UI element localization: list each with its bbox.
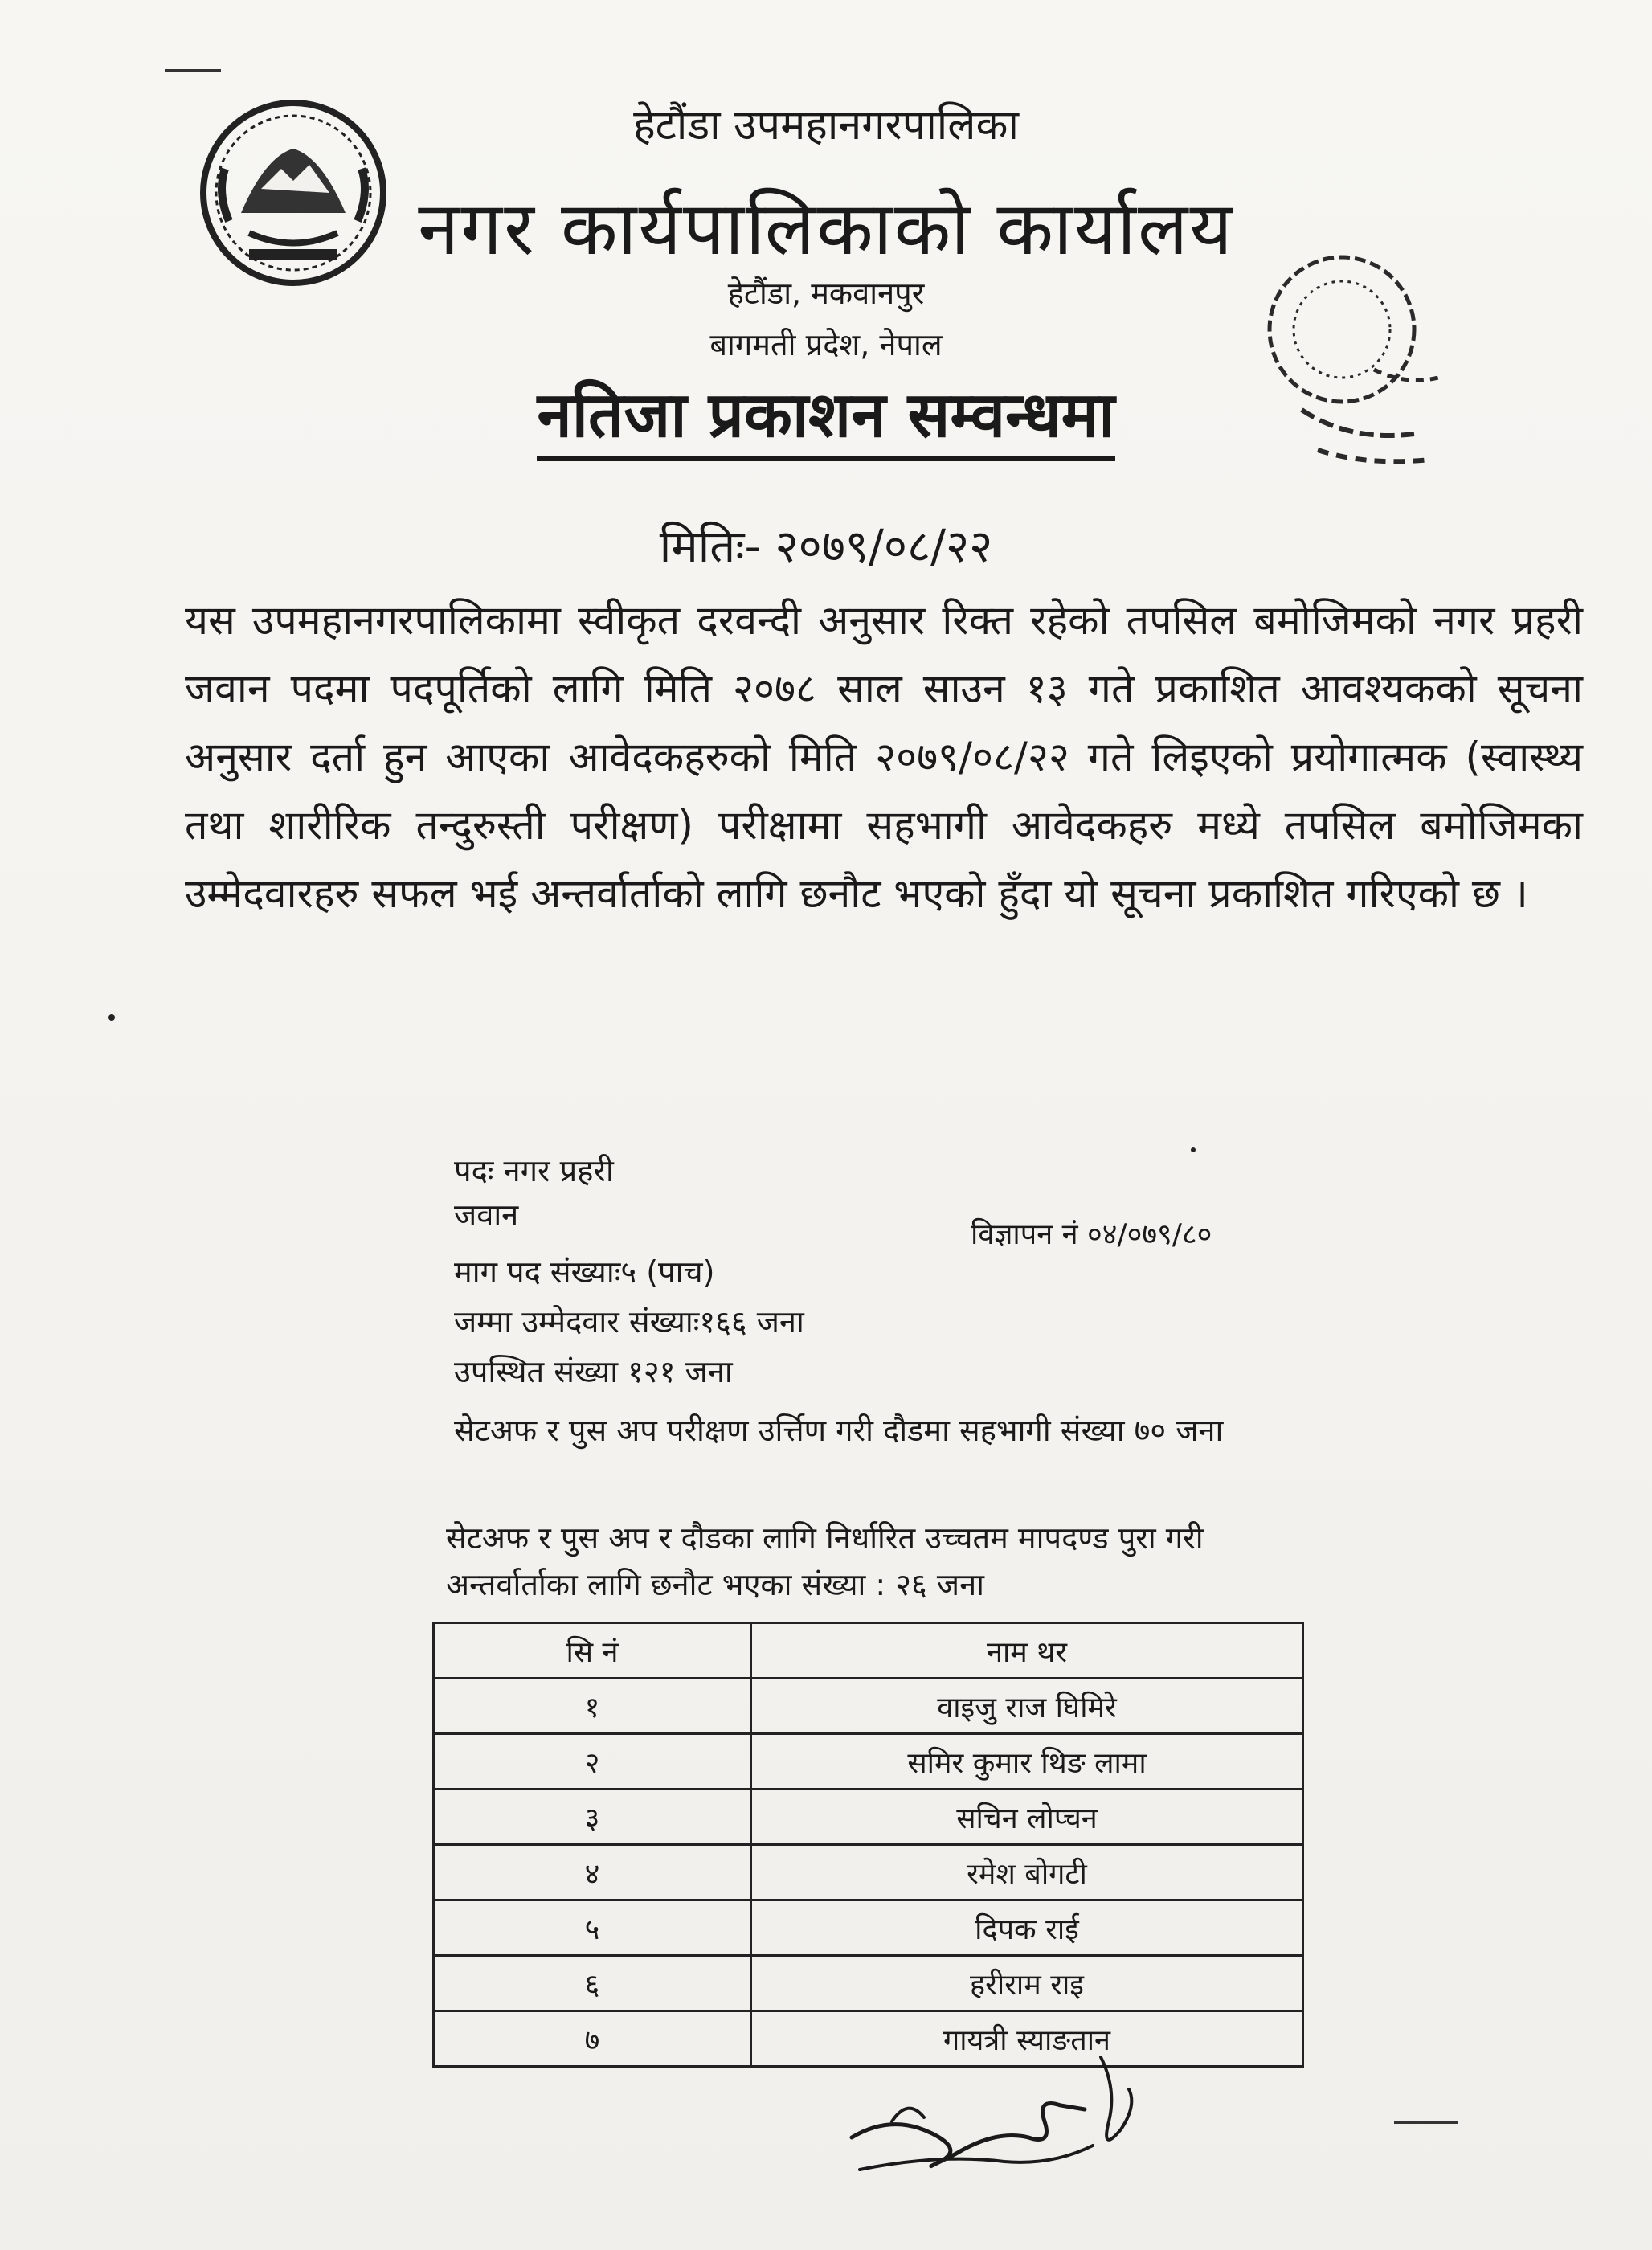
serial-cell: २ <box>434 1734 751 1790</box>
table-row <box>434 1790 1303 1845</box>
present-count: उपस्थित संख्या १२१ जना <box>454 1354 733 1389</box>
header-name: नाम थर <box>751 1623 1303 1679</box>
name-cell: सचिन लोप्चन <box>751 1790 1303 1845</box>
office-seal <box>1253 249 1454 490</box>
race-participants: सेटअफ र पुस अप परीक्षण उर्त्तिण गरी दौडमा सहभागी संख्या ७० जना <box>454 1413 1224 1448</box>
serial-cell: ३ <box>434 1790 751 1845</box>
name-cell: वाइजु राज घिमिरे <box>751 1679 1303 1734</box>
office-name: नगर कार्यपालिकाको कार्यालय <box>418 186 1234 272</box>
notice-body: यस उपमहानगरपालिकामा स्वीकृत दरवन्दी अनुसार रिक्त रहेको तपसिल बमोजिमको नगर प्रहरी जवान पदमा पदपूर्तिको लागि मिति २०७८ साल साउन १३ गते प्रकाशित आवश्यकको सूचना अनुसार दर्ता हुन आएका आवेदकहरुको मिति २०७९/०८/२२ गते लिइएको प्रयोगात्मक (स्वास्थ्य तथा शारीरिक तन्दुरुस्ती परीक्षण) परीक्षामा सहभागी आवेदकहरु मध्ये तपसिल बमोजिमका उम्मेदवारहरु सफल भई अन्तर्वार्ताको लागि छनौट भएको हुँदा यो सूचना प्रकाशित गरिएको छ । <box>185 597 1583 917</box>
ink-dot <box>1191 1148 1196 1152</box>
corner-mark <box>165 69 221 72</box>
office-location: हेटौंडा, मकवानपुर <box>727 276 925 311</box>
table-row <box>434 1734 1303 1790</box>
office-province: बागमती प्रदेश, नेपाल <box>709 327 943 362</box>
name-cell: रमेश बोगटी <box>751 1845 1303 1900</box>
name-cell: गायत्री स्याङतान <box>751 2011 1303 2067</box>
table-row <box>434 1900 1303 1956</box>
shortlisted-count: सेटअफ र पुस अप र दौडका लागि निर्धारित उच्चतम मापदण्ड पुरा गरी अन्तर्वार्ताका लागि छनौट भएका संख्या : २६ जना <box>446 1520 1204 1602</box>
results-table <box>432 1622 1304 2068</box>
name-cell: समिर कुमार थिङ लामा <box>751 1734 1303 1790</box>
serial-cell: ७ <box>434 2011 751 2067</box>
table-row <box>434 1679 1303 1734</box>
signature <box>844 2041 1149 2186</box>
table-row <box>434 1845 1303 1900</box>
municipality-name: हेटौंडा उपमहानगरपालिका <box>633 101 1019 149</box>
serial-cell: ६ <box>434 1956 751 2011</box>
name-cell: दिपक राई <box>751 1900 1303 1956</box>
table-row <box>434 1956 1303 2011</box>
ink-dot <box>108 1014 115 1021</box>
table-header-row <box>434 1623 1303 1679</box>
serial-cell: १ <box>434 1679 751 1734</box>
advertisement-number: विज्ञापन नं ०४/०७९/८० <box>971 1218 1212 1251</box>
name-cell: हरीराम राइ <box>751 1956 1303 2011</box>
notice-date: मितिः- २०७९/०८/२२ <box>659 521 993 573</box>
total-candidates: जम्मा उम्मेदवार संख्याः१६६ जना <box>454 1304 804 1340</box>
subject-text: नतिजा प्रकाशन सम्वन्धमा <box>537 379 1114 461</box>
demand-count: माग पद संख्याः५ (पाच) <box>454 1254 715 1290</box>
serial-cell: ५ <box>434 1900 751 1956</box>
post-label-cont: जवान <box>454 1197 519 1233</box>
corner-mark <box>1394 2121 1458 2124</box>
serial-cell: ४ <box>434 1845 751 1900</box>
post-label: पदः नगर प्रहरी <box>454 1153 614 1188</box>
header-serial: सि नं <box>434 1623 751 1679</box>
